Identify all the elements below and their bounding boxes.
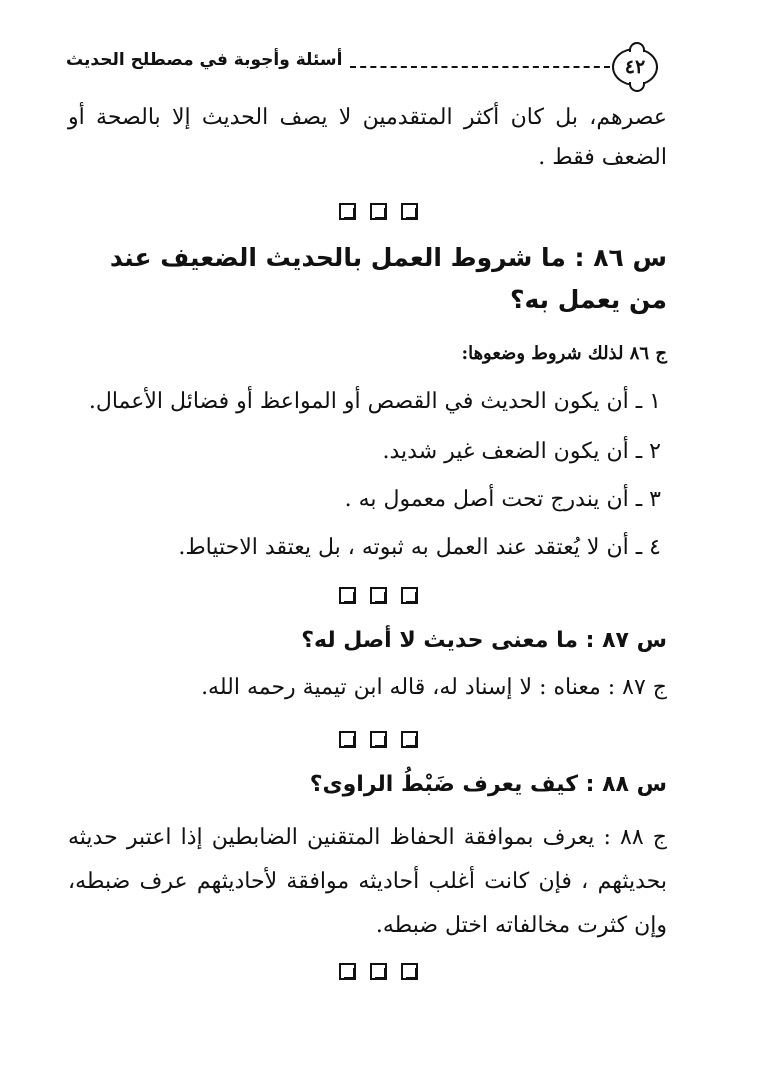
question-88: س ٨٨ : كيف يعرف ضَبْطُ الراوى؟: [309, 772, 667, 797]
separator-box-icon: [339, 203, 356, 220]
condition-item: ٢ ـ أن يكون الضعف غير شديد.: [382, 439, 661, 464]
page-number: ٤٢: [624, 56, 646, 78]
answer-87: ج ٨٧ : معناه : لا إسناد له، قاله ابن تيمية رحمه الله.: [201, 675, 667, 700]
header-divider: [350, 66, 610, 68]
question-86: س ٨٦ : ما شروط العمل بالحديث الضعيف عند من يعمل به؟: [109, 243, 667, 314]
separator-box-icon: [339, 963, 356, 980]
intro-paragraph: عصرهم، بل كان أكثر المتقدمين لا يصف الحديث إلا بالصحة أو الضعف فقط .: [68, 105, 667, 170]
condition-item: ٣ ـ أن يندرج تحت أصل معمول به .: [344, 487, 661, 512]
running-title: أسئلة وأجوبة في مصطلح الحديث: [66, 50, 343, 70]
separator-box-icon: [370, 963, 387, 980]
separator-box-icon: [339, 587, 356, 604]
section-separator: [0, 963, 757, 983]
separator-box-icon: [401, 203, 418, 220]
separator-box-icon: [370, 731, 387, 748]
separator-box-icon: [401, 587, 418, 604]
separator-box-icon: [339, 731, 356, 748]
answer-86-label: ج ٨٦ لذلك شروط وضعوها:: [461, 343, 667, 364]
question-87: س ٨٧ : ما معنى حديث لا أصل له؟: [301, 628, 667, 653]
answer-88: ج ٨٨ : يعرف بموافقة الحفاظ المتقنين الضابطين إذا اعتبر حديثه بحديثهم ، فإن كانت أغلب أحاديثه موافقة لأحاديثهم عرف ضبطه، وإن كثرت مخالفاته اختل ضبطه.: [68, 825, 667, 938]
section-separator: [0, 203, 757, 223]
page-number-badge: [612, 48, 658, 86]
separator-box-icon: [370, 203, 387, 220]
page-header: [60, 44, 668, 90]
section-separator: [0, 731, 757, 751]
condition-item: ١ ـ أن يكون الحديث في القصص أو المواعظ أو فضائل الأعمال.: [88, 389, 661, 414]
separator-box-icon: [370, 587, 387, 604]
condition-item: ٤ ـ أن لا يُعتقد عند العمل به ثبوته ، بل يعتقد الاحتياط.: [178, 535, 661, 560]
separator-box-icon: [401, 731, 418, 748]
separator-box-icon: [401, 963, 418, 980]
section-separator: [0, 587, 757, 607]
